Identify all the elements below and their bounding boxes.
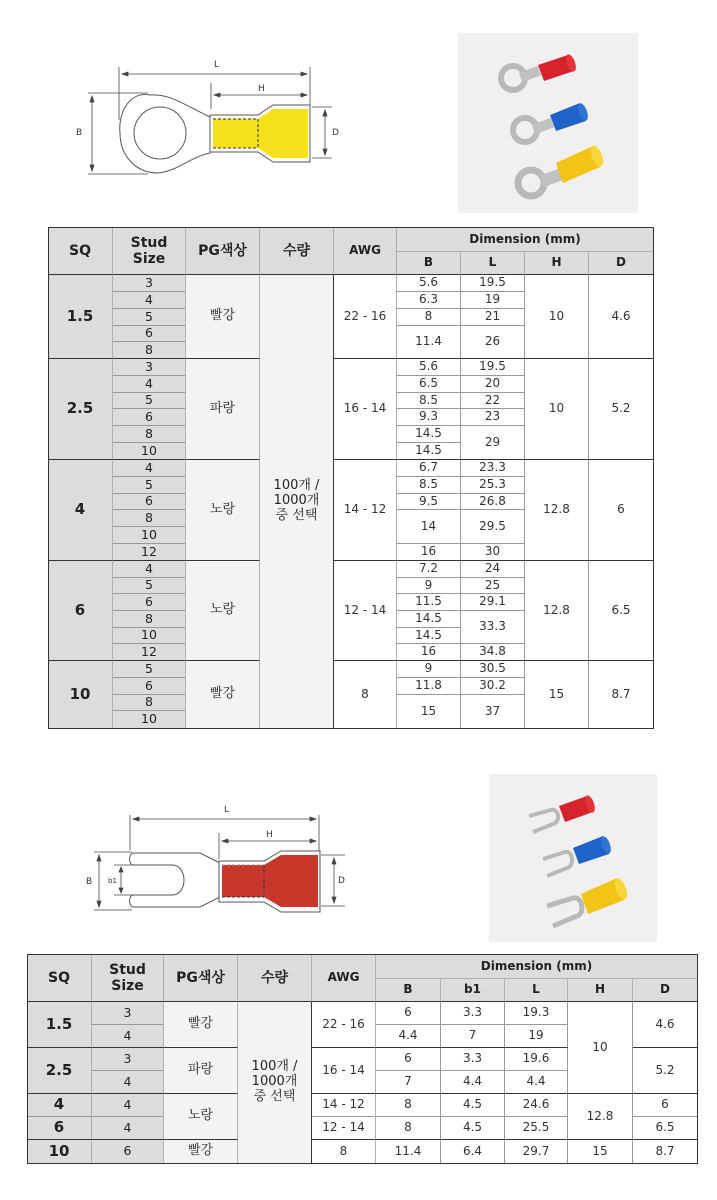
stud-cell: 6: [113, 326, 186, 342]
header-quantity: 수량: [238, 955, 312, 1002]
b1-cell: 3.3: [441, 1048, 505, 1071]
b-cell: 8: [376, 1117, 441, 1140]
b1-cell: 4.4: [441, 1071, 505, 1094]
red-ring-terminal-icon: [501, 53, 578, 90]
stud-cell: 3: [92, 1002, 164, 1025]
l-cell: 29.7: [505, 1140, 568, 1163]
d-cell: 6.5: [633, 1117, 697, 1140]
fork-terminals-image: [489, 774, 657, 942]
l-cell: 29.1: [461, 594, 525, 611]
sq-cell: 1.5: [48, 275, 113, 359]
sq-cell: 4: [27, 1094, 92, 1117]
h-cell: 10: [568, 1002, 633, 1094]
b-cell: 11.8: [397, 678, 461, 695]
pg-color-cell: 빨강: [186, 661, 260, 728]
b-cell: 14.5: [397, 611, 461, 628]
label-b: B: [76, 128, 83, 138]
stud-cell: 6: [113, 678, 186, 695]
blue-ring-terminal-icon: [513, 102, 590, 142]
header-sq: SQ: [27, 955, 92, 1002]
pg-color-cell: 빨강: [164, 1140, 238, 1163]
ring-terminals-image: [458, 33, 638, 213]
awg-cell: 16 - 14: [312, 1048, 376, 1094]
stud-cell: 5: [113, 309, 186, 326]
l-cell: 23: [461, 409, 525, 426]
stud-cell: 4: [92, 1071, 164, 1094]
h-cell: 10: [525, 275, 589, 359]
h-cell: 12.8: [568, 1094, 633, 1140]
header-awg: AWG: [334, 228, 397, 275]
h-cell: 15: [525, 661, 589, 728]
b-cell: 5.6: [397, 275, 461, 292]
fork-terminal-diagram: [80, 795, 360, 925]
stud-cell: 3: [113, 275, 186, 292]
l-cell: 19.5: [461, 359, 525, 376]
awg-cell: 8: [334, 661, 397, 728]
l-cell: 25: [461, 578, 525, 594]
stud-cell: 10: [113, 628, 186, 644]
b-cell: 6.3: [397, 292, 461, 309]
stud-cell: 3: [92, 1048, 164, 1071]
awg-cell: 12 - 14: [334, 561, 397, 661]
label-h: H: [266, 830, 273, 840]
l-cell: 20: [461, 376, 525, 393]
d-cell: 6: [633, 1094, 697, 1117]
h-cell: 12.8: [525, 460, 589, 561]
header-d: D: [633, 979, 697, 1002]
stud-cell: 6: [92, 1140, 164, 1163]
awg-cell: 22 - 16: [312, 1002, 376, 1048]
b-cell: 16: [397, 644, 461, 661]
b-cell: 9.3: [397, 409, 461, 426]
b1-cell: 4.5: [441, 1094, 505, 1117]
ring-terminal-drawing: [70, 45, 360, 205]
b-cell: 6: [376, 1002, 441, 1025]
l-cell: 30.5: [461, 661, 525, 678]
l-cell: 4.4: [505, 1071, 568, 1094]
label-l: L: [214, 60, 220, 70]
l-cell: 25.3: [461, 477, 525, 494]
awg-cell: 14 - 12: [312, 1094, 376, 1117]
stud-cell: 4: [92, 1117, 164, 1140]
d-cell: 5.2: [633, 1048, 697, 1094]
header-sq: SQ: [48, 228, 113, 275]
b-cell: 8: [397, 309, 461, 326]
b-cell: 14.5: [397, 443, 461, 460]
l-cell: 29: [461, 426, 525, 460]
header-l: L: [461, 252, 525, 275]
pg-color-cell: 노랑: [186, 561, 260, 661]
b1-cell: 4.5: [441, 1117, 505, 1140]
stud-cell: 10: [113, 527, 186, 544]
l-cell: 30: [461, 544, 525, 561]
l-cell: 29.5: [461, 510, 525, 544]
quantity-cell: 100개 / 1000개 중 선택: [238, 1002, 312, 1163]
blue-fork-terminal-icon: [543, 835, 613, 876]
stud-cell: 8: [113, 426, 186, 443]
sq-cell: 10: [27, 1140, 92, 1163]
awg-cell: 22 - 16: [334, 275, 397, 359]
awg-cell: 14 - 12: [334, 460, 397, 561]
b1-cell: 3.3: [441, 1002, 505, 1025]
b-cell: 7: [376, 1071, 441, 1094]
stud-cell: 12: [113, 544, 186, 561]
l-cell: 19.3: [505, 1002, 568, 1025]
header-stud-size: Stud Size: [92, 955, 164, 1002]
label-b1: b1: [108, 877, 117, 885]
stud-cell: 4: [92, 1025, 164, 1048]
sq-cell: 10: [48, 661, 113, 728]
header-h: H: [568, 979, 633, 1002]
header-stud-size: Stud Size: [113, 228, 186, 275]
sq-cell: 4: [48, 460, 113, 561]
b-cell: 6: [376, 1048, 441, 1071]
awg-cell: 16 - 14: [334, 359, 397, 460]
l-cell: 25.5: [505, 1117, 568, 1140]
b1-cell: 7: [441, 1025, 505, 1048]
sq-cell: 2.5: [27, 1048, 92, 1094]
b-cell: 9.5: [397, 494, 461, 510]
l-cell: 24: [461, 561, 525, 578]
stud-cell: 5: [113, 661, 186, 678]
header-awg: AWG: [312, 955, 376, 1002]
l-cell: 24.6: [505, 1094, 568, 1117]
header-d: D: [589, 252, 653, 275]
sq-cell: 6: [48, 561, 113, 661]
header-l: L: [505, 979, 568, 1002]
l-cell: 30.2: [461, 678, 525, 695]
stud-cell: 4: [113, 460, 186, 477]
b-cell: 14: [397, 510, 461, 544]
b-cell: 9: [397, 661, 461, 678]
label-d: D: [338, 876, 345, 886]
h-cell: 10: [525, 359, 589, 460]
stud-cell: 8: [113, 695, 186, 711]
d-cell: 6.5: [589, 561, 653, 661]
yellow-fork-terminal-icon: [547, 877, 630, 926]
header-b1: b1: [441, 979, 505, 1002]
b-cell: 8.5: [397, 477, 461, 494]
b1-cell: 6.4: [441, 1140, 505, 1163]
quantity-cell: 100개 / 1000개 중 선택: [260, 275, 334, 728]
l-cell: 21: [461, 309, 525, 326]
header-pg-color: PG색상: [186, 228, 260, 275]
b-cell: 11.4: [397, 326, 461, 359]
b-cell: 7.2: [397, 561, 461, 578]
awg-cell: 8: [312, 1140, 376, 1163]
fork-terminal-photo: [489, 774, 657, 942]
stud-cell: 3: [113, 359, 186, 376]
stud-cell: 4: [113, 292, 186, 309]
h-cell: 12.8: [525, 561, 589, 661]
l-cell: 19: [461, 292, 525, 309]
header-h: H: [525, 252, 589, 275]
pg-color-cell: 빨강: [186, 275, 260, 359]
d-cell: 4.6: [633, 1002, 697, 1048]
stud-cell: 8: [113, 342, 186, 359]
fork-terminal-drawing: [80, 795, 360, 925]
header-pg-color: PG색상: [164, 955, 238, 1002]
stud-cell: 4: [113, 561, 186, 578]
pg-color-cell: 파랑: [164, 1048, 238, 1094]
label-b: B: [86, 877, 93, 887]
yellow-ring-terminal-icon: [518, 144, 606, 196]
awg-cell: 12 - 14: [312, 1117, 376, 1140]
d-cell: 5.2: [589, 359, 653, 460]
d-cell: 4.6: [589, 275, 653, 359]
d-cell: 8.7: [633, 1140, 697, 1163]
b-cell: 14.5: [397, 426, 461, 443]
b-cell: 5.6: [397, 359, 461, 376]
stud-cell: 6: [113, 594, 186, 611]
b-cell: 6.7: [397, 460, 461, 477]
stud-cell: 10: [113, 711, 186, 728]
b-cell: 8: [376, 1094, 441, 1117]
l-cell: 26.8: [461, 494, 525, 510]
label-l: L: [224, 805, 230, 815]
b-cell: 8.5: [397, 393, 461, 409]
header-dimension: Dimension (mm): [376, 955, 697, 979]
d-cell: 8.7: [589, 661, 653, 728]
l-cell: 34.8: [461, 644, 525, 661]
header-b: B: [397, 252, 461, 275]
stud-cell: 5: [113, 393, 186, 409]
pg-color-cell: 파랑: [186, 359, 260, 460]
l-cell: 33.3: [461, 611, 525, 644]
b-cell: 11.4: [376, 1140, 441, 1163]
stud-cell: 12: [113, 644, 186, 661]
b-cell: 14.5: [397, 628, 461, 644]
b-cell: 15: [397, 695, 461, 728]
stud-cell: 4: [113, 376, 186, 393]
stud-cell: 4: [92, 1094, 164, 1117]
l-cell: 26: [461, 326, 525, 359]
l-cell: 19.6: [505, 1048, 568, 1071]
red-fork-terminal-icon: [529, 794, 597, 832]
l-cell: 19: [505, 1025, 568, 1048]
l-cell: 23.3: [461, 460, 525, 477]
sq-cell: 6: [27, 1117, 92, 1140]
h-cell: 15: [568, 1140, 633, 1163]
b-cell: 4.4: [376, 1025, 441, 1048]
header-dimension: Dimension (mm): [397, 228, 653, 252]
sq-cell: 2.5: [48, 359, 113, 460]
header-b: B: [376, 979, 441, 1002]
d-cell: 6: [589, 460, 653, 561]
pg-color-cell: 노랑: [164, 1094, 238, 1140]
stud-cell: 8: [113, 510, 186, 527]
l-cell: 37: [461, 695, 525, 728]
stud-cell: 6: [113, 494, 186, 510]
b-cell: 9: [397, 578, 461, 594]
label-d: D: [332, 128, 339, 138]
b-cell: 11.5: [397, 594, 461, 611]
label-h: H: [258, 84, 265, 94]
stud-cell: 6: [113, 409, 186, 426]
pg-color-cell: 노랑: [186, 460, 260, 561]
ring-terminal-photo: [458, 33, 638, 213]
header-quantity: 수량: [260, 228, 334, 275]
pg-color-cell: 빨강: [164, 1002, 238, 1048]
b-cell: 16: [397, 544, 461, 561]
b-cell: 6.5: [397, 376, 461, 393]
l-cell: 22: [461, 393, 525, 409]
l-cell: 19.5: [461, 275, 525, 292]
stud-cell: 8: [113, 611, 186, 628]
stud-cell: 5: [113, 477, 186, 494]
stud-cell: 10: [113, 443, 186, 460]
ring-terminal-diagram: [70, 45, 360, 205]
sq-cell: 1.5: [27, 1002, 92, 1048]
stud-cell: 5: [113, 578, 186, 594]
